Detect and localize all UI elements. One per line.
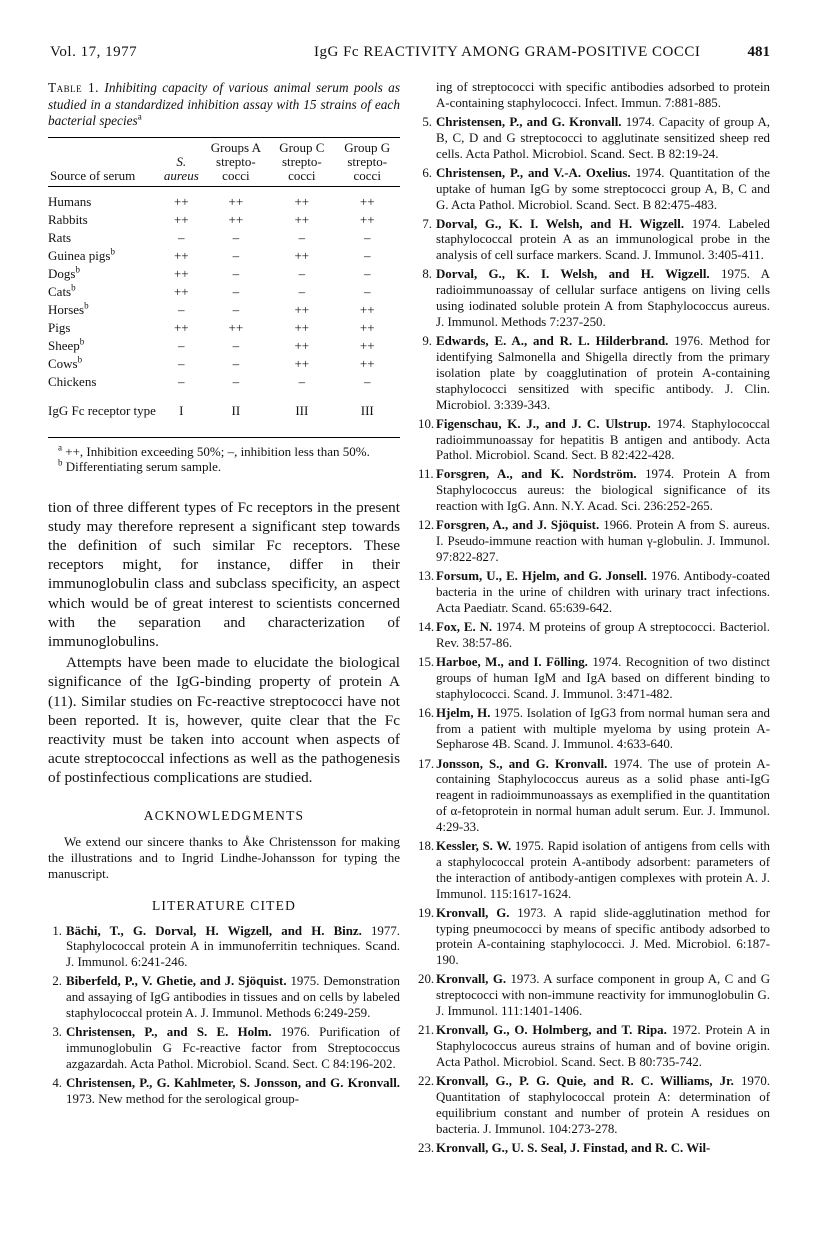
inhibition-value: ++: [173, 283, 189, 299]
receptor-type-value: I: [160, 391, 203, 438]
table-footnote-b: $^b$ Differentiating serum sample.: [58, 457, 222, 474]
reference-item: 9. Edwards, E. A., and R. L. Hilderbrand. 1976. Method for identifying Salmonella and Shigella directly from the primary isolation plate by coagglutination of protein A-containing staphylococci sensitized with specific antibody. J. Clin. Microbiol. 3:339-343.: [422, 334, 770, 412]
reference-item: 4. Christensen, P., G. Kahlmeter, S. Jonsson, and G. Kronvall. 1973. New method for the serological group-: [52, 1076, 400, 1107]
reference-item: 20. Kronvall, G. 1973. A surface component in group A, C and G streptococci with non-immune reactivity for immunoglobulin G. J. Immunol. 111:1401-1406.: [418, 972, 770, 1019]
column-header: Source of serum: [48, 137, 160, 186]
reference-item: 13. Forsum, U., E. Hjelm, and G. Jonsell. 1976. Antibody-coated bacteria in the urine of children with urinary tract infections. Acta Paediatr. Scand. 65:639-642.: [418, 569, 770, 615]
table-row: [48, 301, 400, 319]
reference-item: 6. Christensen, P., and V.-A. Oxelius. 1974. Quantitation of the uptake of human IgG by some streptococci group A, B, C and G. Acta Pathol. Microbiol. Scand. Sect. B 82:475-483.: [422, 165, 770, 212]
table-row: [48, 373, 400, 391]
reference-item: 11. Forsgren, A., and K. Nordström. 1974. Protein A from Staphylococcus aureus: the biological significance of its reaction with IgG. Ann. N.Y. Acad. Sci. 236:252-265.: [418, 467, 771, 514]
table-row: [48, 319, 400, 337]
serum-source: Cats$^b$: [48, 282, 76, 299]
table-row: [48, 247, 400, 265]
inhibition-value: –: [363, 229, 371, 245]
inhibition-value: ++: [173, 319, 189, 335]
reference-list-right: [418, 80, 770, 1157]
inhibition-value: ++: [173, 193, 189, 209]
inhibition-value: ++: [294, 355, 310, 371]
inhibition-table: [48, 137, 400, 438]
inhibition-value: ++: [359, 355, 375, 371]
body-paragraph-2: Attempts have been made to elucidate the biological significance of the IgG-binding property of protein A (11). Similar studies on Fc-reactive streptococci have not been reported. It is, however, quite clear that the Fc reactivity must be taken into account when aspects of acute streptococcal infections as well as the pathogenesis of postinfectious complications are studied.: [48, 654, 400, 787]
body-paragraph-1: tion of three different types of Fc receptors in the present study may therefore represent a significant step towards the definition of such similar Fc receptors. These receptors might, for instance, differ in their immunoglobulin class and subclass specificity, an aspect which would be of great interest to scientists concerned with the separation and characterization of immunoglobulins.: [48, 498, 400, 650]
serum-source: Rats: [48, 229, 72, 245]
reference-item: 12. Forsgren, A., and J. Sjöquist. 1966. Protein A from S. aureus. I. Pseudo-immune reaction with human γ-globulin. J. Immunol. 97:822-827.: [418, 518, 770, 564]
table-row: [48, 186, 400, 211]
column-header: Groups A strepto-cocci: [203, 137, 270, 186]
inhibition-value: ++: [359, 319, 375, 335]
inhibition-value: ++: [173, 211, 189, 227]
reference-item: 14. Fox, E. N. 1974. M proteins of group A streptococci. Bacteriol. Rev. 38:57-86.: [418, 619, 770, 650]
serum-source: Rabbits: [48, 211, 88, 227]
reference-item: 15. Harboe, M., and I. Fölling. 1974. Recognition of two distinct groups of human IgM and IgA based on different binding to staphylococci. Scand. J. Immunol. 3:471-482.: [418, 654, 770, 701]
serum-source: Cows$^b$: [48, 354, 83, 371]
serum-source: Horses$^b$: [48, 300, 89, 317]
table-row: [48, 265, 400, 283]
reference-item: 5. Christensen, P., and G. Kronvall. 1974. Capacity of group A, B, C, D and G streptococci to agglutinate sensitized sheep red cells. Acta Pathol. Microbiol. Scand. Sect. B 82:19-24.: [422, 114, 770, 161]
serum-source: Guinea pigs$^b$: [48, 246, 115, 263]
page-number: 481: [747, 44, 770, 60]
inhibition-value: –: [363, 283, 371, 299]
literature-title: LITERATURE CITED: [151, 897, 297, 913]
column-header: Group C strepto-cocci: [269, 137, 334, 186]
table-row: [48, 355, 400, 373]
reference-item: 7. Dorval, G., K. I. Welsh, and H. Wigzell. 1974. Labeled staphylococcal protein A as an immunological probe in the analysis of cell surface markers. Scand. J. Immunol. 3:405-411.: [422, 216, 770, 263]
reference-item: 2. Biberfeld, P., V. Ghetie, and J. Sjöquist. 1975. Demonstration and assaying of IgG antibodies in tissues and on cells by labeled staphylococcal protein A. J. Immunol. Methods 6:249-259.: [52, 974, 400, 1021]
inhibition-value: –: [363, 373, 371, 389]
inhibition-value: –: [178, 229, 185, 245]
left-column: [48, 80, 400, 1111]
reference-list-left: [48, 924, 400, 1108]
inhibition-value: –: [232, 373, 240, 389]
right-column: [418, 80, 770, 1160]
reference-item: 19. Kronvall, G. 1973. A rapid slide-agglutination method for typing pneumococci by means of specific antibody adsorbed to protein A-containing staphylococci. J. Med. Microbiol. 6:187-190.: [418, 905, 770, 968]
inhibition-value: –: [298, 229, 306, 245]
inhibition-value: ++: [173, 247, 189, 263]
inhibition-value: –: [298, 283, 306, 299]
inhibition-value: –: [178, 301, 185, 317]
inhibition-value: –: [232, 265, 240, 281]
table-footnote-a: $^a$ ++, Inhibition exceeding 50%; –, inhibition less than 50%.: [58, 442, 370, 459]
receptor-type-value: III: [334, 391, 400, 438]
inhibition-value: –: [298, 373, 306, 389]
reference-item: 17. Jonsson, S., and G. Kronvall. 1974. The use of protein A-containing Staphylococcus aureus as a solid phase anti-IgG reagent in radioimmunoassays as exemplified in the quantitation of α-fetoprotein in normal human adult serum. Eur. J. Immunol. 4:29-33.: [418, 756, 771, 834]
inhibition-value: ++: [359, 301, 375, 317]
reference-item: ing of streptococci with specific antibodies adsorbed to protein A-containing staphylococci. Infect. Immun. 7:881-885.: [436, 80, 770, 110]
inhibition-value: ++: [359, 193, 375, 209]
reference-item: 3. Christensen, P., and S. E. Holm. 1976. Purification of immunoglobulin G Fc-reactive factor from Streptococcus azgazardah. Acta Pathol. Microbiol. Scand. Sect. C 84:196-202.: [52, 1025, 400, 1072]
inhibition-value: –: [178, 373, 185, 389]
inhibition-value: –: [232, 283, 240, 299]
reference-item: 1. Bächi, T., G. Dorval, H. Wigzell, and H. Binz. 1977. Staphylococcal protein A in immunoferritin techniques. Scand. J. Immunol. 6:241-246.: [52, 923, 400, 970]
table-caption-text: Inhibiting capacity of various animal serum pools as studied in a standardized inhibition assay with 15 strains of each bacterial species: [48, 80, 400, 128]
inhibition-value: –: [232, 247, 240, 263]
inhibition-value: ++: [294, 319, 310, 335]
column-header: S. aureus: [160, 137, 203, 186]
inhibition-value: ++: [294, 247, 310, 263]
inhibition-value: –: [298, 265, 306, 281]
receptor-type-label: IgG Fc receptor type: [48, 391, 160, 438]
serum-source: Humans: [48, 193, 92, 209]
inhibition-value: ++: [173, 265, 189, 281]
table-row: [48, 229, 400, 247]
receptor-type-value: II: [203, 391, 270, 438]
serum-source: Sheep$^b$: [48, 336, 85, 353]
serum-source: Pigs: [48, 319, 71, 335]
inhibition-value: –: [363, 265, 371, 281]
running-title: IgG Fc REACTIVITY AMONG GRAM-POSITIVE COCCI: [314, 44, 701, 60]
receptor-type-value: III: [269, 391, 334, 438]
table-row: [48, 391, 400, 438]
inhibition-value: –: [232, 301, 240, 317]
serum-source: Chickens: [48, 373, 97, 389]
inhibition-value: ++: [228, 211, 244, 227]
reference-item: 8. Dorval, G., K. I. Welsh, and H. Wigzell. 1975. A radioimmunoassay of cellular surface antigens on living cells using iodinated soluble protein A from Staphylococcus aureus. J. Immunol. Methods 7:237-250.: [422, 267, 770, 329]
reference-item: 16. Hjelm, H. 1975. Isolation of IgG3 from normal human sera and from a patient with multiple myeloma by using protein A-Sepharose 4B. Scand. J. Immunol. 4:633-640.: [418, 705, 770, 752]
inhibition-value: ++: [359, 211, 375, 227]
inhibition-value: ++: [294, 337, 310, 353]
inhibition-value: ++: [294, 301, 310, 317]
inhibition-value: ++: [359, 337, 375, 353]
column-header: Group G strepto-cocci: [334, 137, 400, 186]
reference-item: 10. Figenschau, K. J., and J. C. Ulstrup. 1974. Staphylococcal radioimmunoassay for hepatitis B antigen and antibody. Acta Pathol. Microbiol. Scand. Sect. B 82:422-428.: [418, 416, 770, 463]
table-row: [48, 211, 400, 229]
inhibition-value: ++: [228, 193, 244, 209]
table-caption-mark: a: [137, 111, 142, 122]
acknowledgments-text: We extend our sincere thanks to Åke Christensson for making the illustrations and to Ingrid Lindhe-Johansson for typing the manuscript.: [48, 833, 400, 881]
table-row: [48, 337, 400, 355]
inhibition-value: –: [178, 355, 185, 371]
table-row: [48, 283, 400, 301]
inhibition-value: ++: [294, 211, 310, 227]
reference-item: 18. Kessler, S. W. 1975. Rapid isolation of antigens from cells with a staphylococcal protein A-antibody adsorbent: parameters of the interaction of antibody-antigen complexes with protein A. J. Immunol. 115:1617-1624.: [418, 839, 770, 901]
acknowledgments-title: ACKNOWLEDGMENTS: [143, 807, 305, 823]
serum-source: Dogs$^b$: [48, 264, 80, 281]
table-caption: [48, 80, 400, 130]
reference-item: 21. Kronvall, G., O. Holmberg, and T. Ripa. 1972. Protein A in Staphylococcus aureus strains of human and of bovine origin. Acta Pathol. Microbiol. Scand. Sect. B 80:735-742.: [418, 1023, 770, 1069]
reference-item: 23. Kronvall, G., U. S. Seal, J. Finstad, and R. C. Wil-: [418, 1140, 711, 1155]
inhibition-value: ++: [228, 319, 244, 335]
inhibition-value: –: [232, 337, 240, 353]
reference-item: 22. Kronvall, G., P. G. Quie, and R. C. Williams, Jr. 1970. Quantitation of staphylococcal protein A: determination of equilibrium constant and number of protein A residues on bacteria. J. Immunol. 104:273-278.: [418, 1074, 770, 1136]
running-header: [50, 44, 770, 68]
inhibition-value: ++: [294, 193, 310, 209]
volume-label: Vol. 17, 1977: [50, 44, 138, 60]
table-label: Table 1.: [48, 80, 99, 95]
inhibition-value: –: [363, 247, 371, 263]
inhibition-value: –: [232, 355, 240, 371]
inhibition-value: –: [178, 337, 185, 353]
inhibition-value: –: [232, 229, 240, 245]
